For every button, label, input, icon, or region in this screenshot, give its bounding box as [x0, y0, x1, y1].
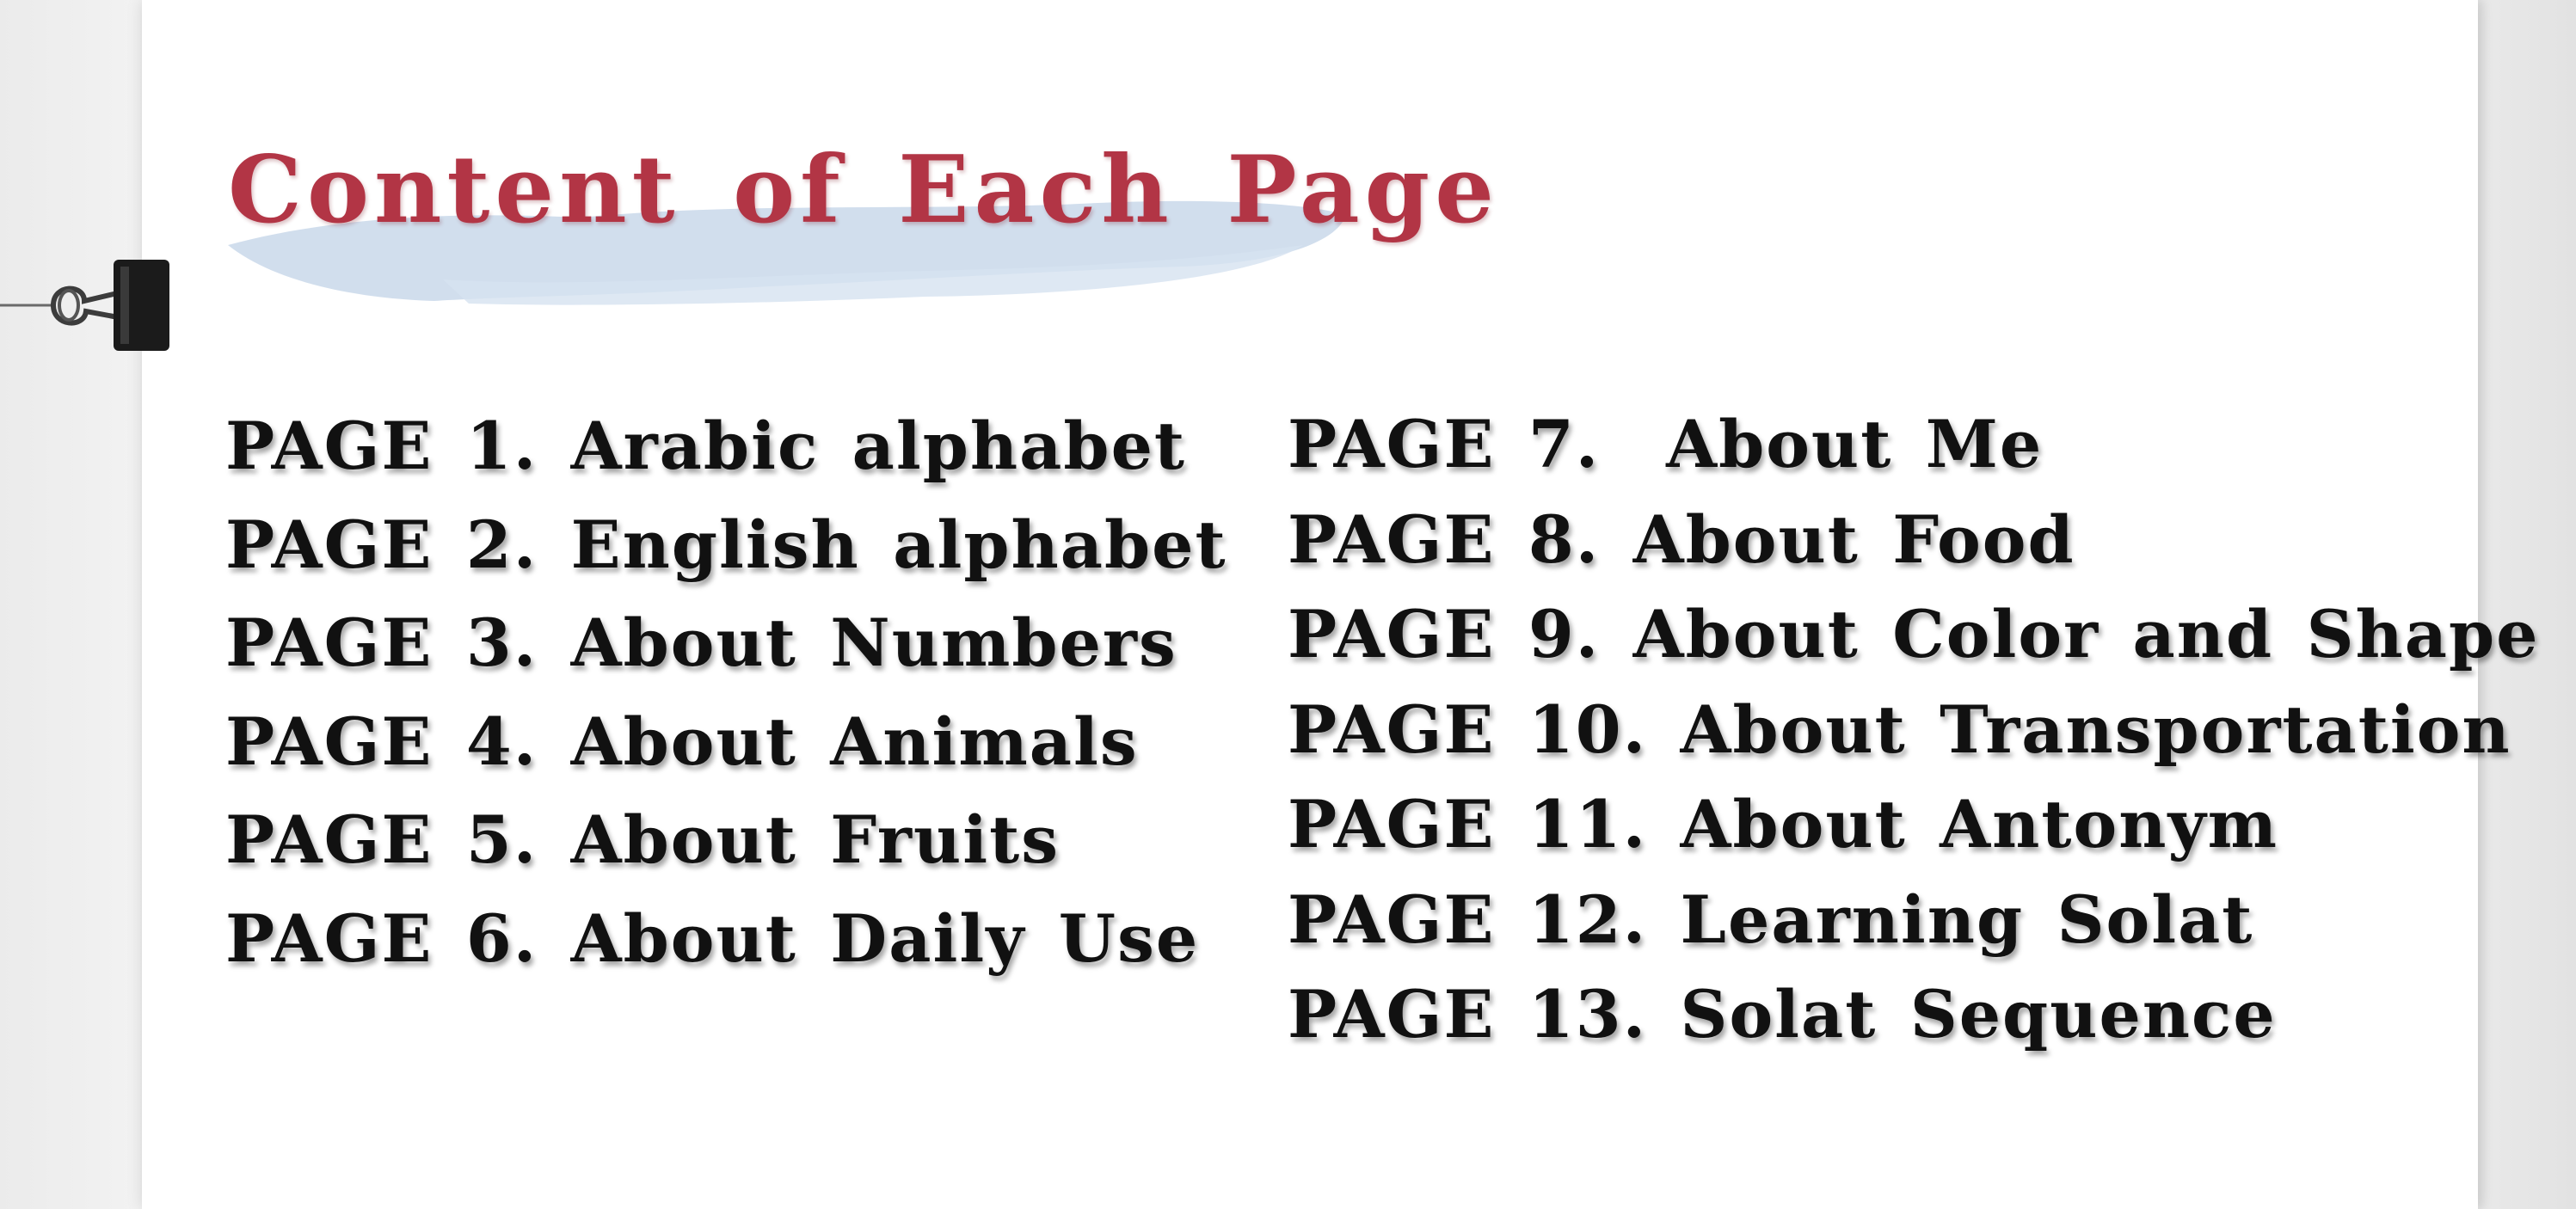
list-item: PAGE 4. About Animals — [225, 703, 1139, 780]
list-item: PAGE 2. English alphabet — [225, 506, 1227, 583]
page-title: Content of Each Page — [228, 136, 1499, 244]
list-item: PAGE 12. Learning Solat — [1288, 881, 2254, 958]
list-item: PAGE 11. About Antonym — [1288, 786, 2279, 862]
list-item: PAGE 9. About Color and Shape — [1288, 596, 2540, 672]
list-item: PAGE 10. About Transportation — [1288, 690, 2511, 768]
list-item: PAGE 7. About Me — [1288, 406, 2044, 482]
list-item: PAGE 1. Arabic alphabet — [225, 408, 1187, 484]
list-item: PAGE 13. Solat Sequence — [1288, 976, 2277, 1053]
contents-list-left — [225, 397, 1227, 988]
list-item: PAGE 6. About Daily Use — [225, 899, 1200, 977]
binder-clip-icon — [0, 249, 172, 361]
list-item: PAGE 5. About Fruits — [225, 801, 1060, 878]
list-item: PAGE 8. About Food — [1288, 500, 2075, 578]
contents-list-right — [1288, 397, 2540, 1063]
list-item: PAGE 3. About Numbers — [225, 604, 1177, 681]
